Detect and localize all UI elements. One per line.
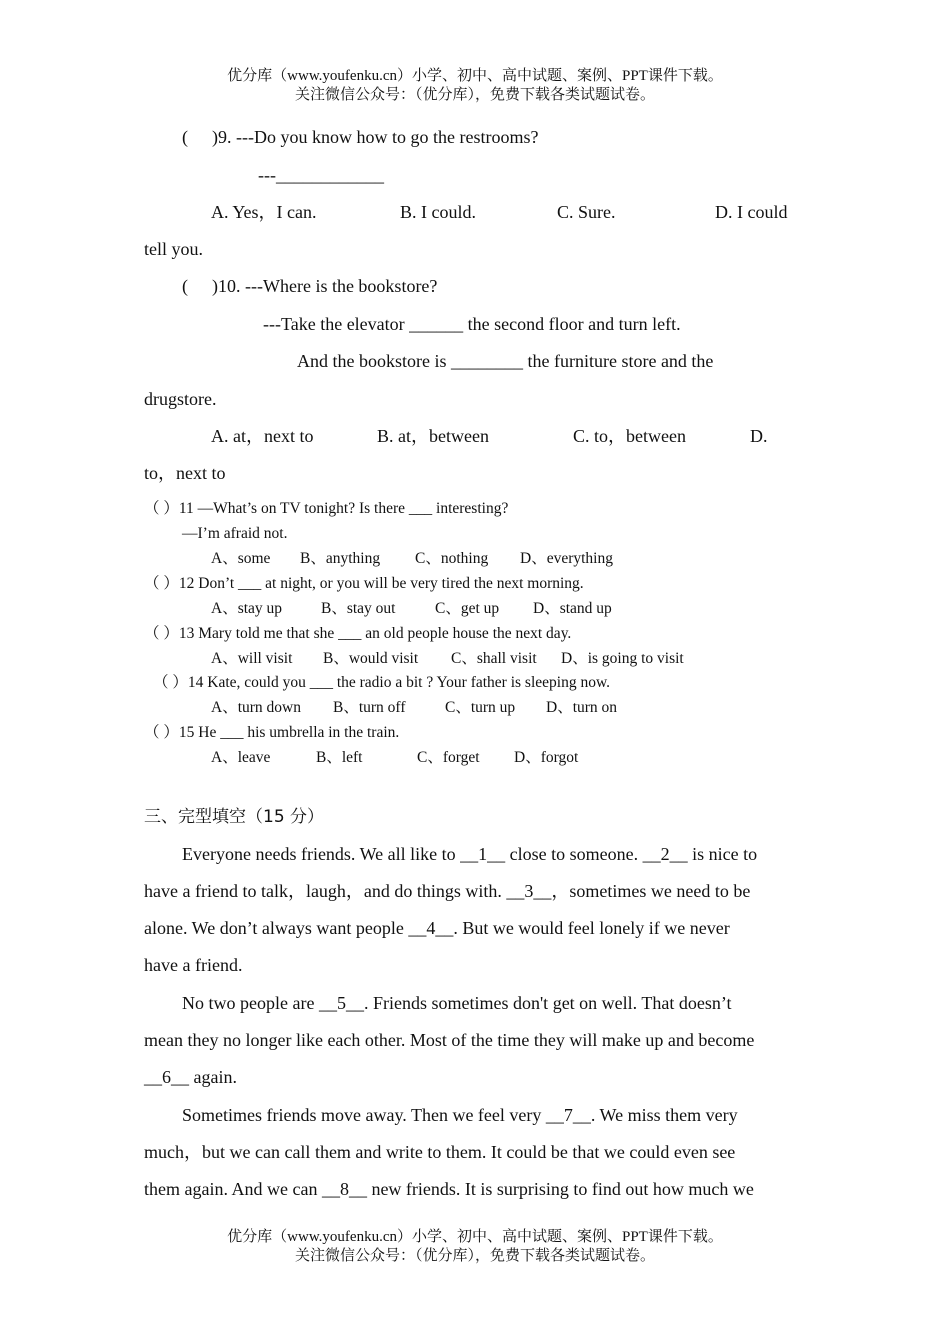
q9-option-b: B. I could. (400, 202, 476, 222)
q9-option-d-continued: tell you. (144, 239, 203, 259)
q10-line2: ---Take the elevator ______ the second floor and turn left. (263, 314, 681, 334)
q10-line3: And the bookstore is ________ the furniture store and the (297, 351, 714, 371)
paragraph-1-line-1: Everyone needs friends. We all like to __1__ close to someone. __2__ is nice to (182, 844, 758, 864)
q12-stem: （ ）12 Don’t ___ at night, or you will be very tired the next morning. (144, 575, 584, 592)
q10-option-c: C. to，between (573, 426, 686, 446)
paragraph-2-line-2: mean they no longer like each other. Most of the time they will make up and become (144, 1030, 755, 1050)
q10-stem: )10. ---Where is the bookstore? (212, 276, 438, 296)
q14-option-c: C、turn up (445, 699, 516, 716)
q12-option-a: A、stay up (211, 600, 283, 617)
section-title: 三、完型填空（15 分） (144, 807, 325, 827)
paragraph-1-line-4: have a friend. (144, 955, 243, 975)
q15-option-a: A、leave (211, 749, 271, 766)
q9-bracket: ( (182, 127, 188, 147)
q10-option-b: B. at，between (377, 426, 489, 446)
q14-stem: （ ）14 Kate, could you ___ the radio a bit ? Your father is sleeping now. (153, 674, 611, 691)
paragraph-3-line-2: much，but we can call them and write to them. It could be that we could even see (144, 1142, 736, 1162)
paragraph-2-line-1: No two people are __5__. Friends sometimes don't get on well. That doesn’t (182, 993, 732, 1013)
paragraph-1-line-2: have a friend to talk，laugh，and do things with. __3__，sometimes we need to be (144, 881, 751, 901)
page-footer-line1: 优分库（www.youfenku.cn）小学、初中、高中试题、案例、PPT课件下载。 (227, 1229, 723, 1245)
page-footer-line2: 关注微信公众号：（优分库），免费下载各类试题试卷。 (294, 1248, 655, 1264)
paragraph-1-line-3: alone. We don’t always want people __4__. But we would feel lonely if we never (144, 918, 730, 938)
q15-option-b: B、left (316, 749, 363, 766)
q13-option-a: A、will visit (211, 650, 293, 667)
q15-stem: （ ）15 He ___ his umbrella in the train. (144, 724, 400, 741)
q9-stem: )9. ---Do you know how to go the restrooms? (212, 127, 539, 147)
q9-option-a: A. Yes，I can. (211, 202, 317, 222)
paragraph-2-line-3: __6__ again. (144, 1067, 237, 1087)
q13-stem: （ ）13 Mary told me that she ___ an old people house the next day. (144, 625, 572, 642)
q15-option-d: D、forgot (514, 749, 579, 766)
q11-stem: （ ）11 —What’s on TV tonight? Is there ___ interesting? (144, 500, 509, 517)
q10-option-d: D. (750, 426, 768, 446)
q9-option-c: C. Sure. (557, 202, 616, 222)
q11-option-d: D、everything (520, 550, 613, 567)
q11-option-a: A、some (211, 550, 271, 567)
q12-option-d: D、stand up (533, 600, 612, 617)
q10-line4: drugstore. (144, 389, 217, 409)
q12-option-c: C、get up (435, 600, 500, 617)
q13-option-d: D、is going to visit (561, 650, 684, 667)
q14-option-b: B、turn off (333, 699, 406, 716)
q13-option-b: B、would visit (323, 650, 419, 667)
q14-option-a: A、turn down (211, 699, 301, 716)
q9-option-d: D. I could (715, 202, 788, 222)
paragraph-3-line-3: them again. And we can __8__ new friends. It is surprising to find out how much we (144, 1179, 754, 1199)
q14-option-d: D、turn on (546, 699, 618, 716)
q11-line2: —I’m afraid not. (182, 525, 288, 542)
q10-option-d-continued: to，next to (144, 463, 226, 483)
q11-option-b: B、anything (300, 550, 381, 567)
q11-option-c: C、nothing (415, 550, 489, 567)
page-header-line1: 优分库（www.youfenku.cn）小学、初中、高中试题、案例、PPT课件下载。 (227, 68, 723, 84)
q9-answer-blank: ---____________ (258, 165, 384, 185)
q15-option-c: C、forget (417, 749, 480, 766)
q12-option-b: B、stay out (321, 600, 396, 617)
q13-option-c: C、shall visit (451, 650, 537, 667)
paragraph-3-line-1: Sometimes friends move away. Then we feel very __7__. We miss them very (182, 1105, 738, 1125)
q10-bracket: ( (182, 276, 188, 296)
q10-option-a: A. at，next to (211, 426, 314, 446)
page-header-line2: 关注微信公众号：（优分库），免费下载各类试题试卷。 (294, 87, 655, 103)
